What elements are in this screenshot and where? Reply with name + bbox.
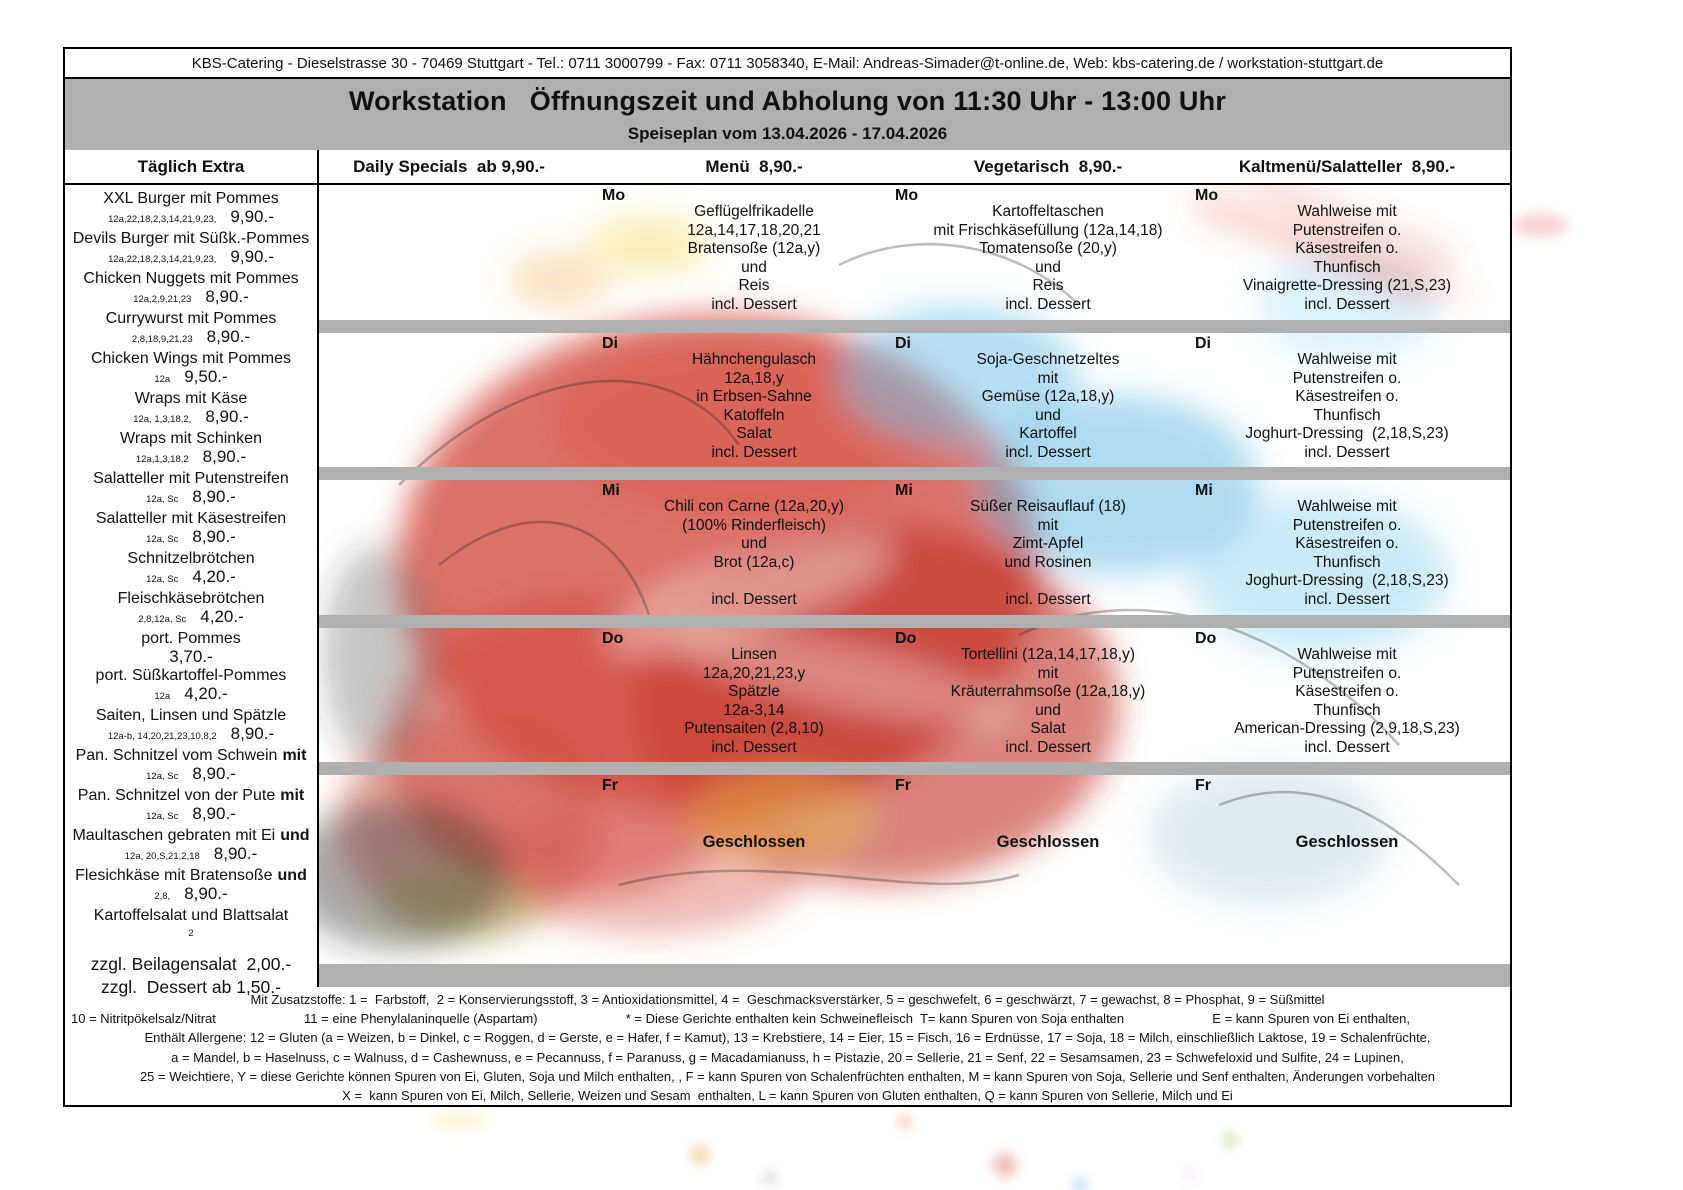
extra-item-subline bbox=[65, 208, 317, 229]
extra-item-name-text: Wraps mit Schinken bbox=[120, 430, 262, 447]
food-line: Putenstreifen o. bbox=[1292, 369, 1402, 387]
food-line: Geschlossen bbox=[1295, 833, 1399, 851]
extra-item bbox=[65, 706, 317, 746]
food-line: Kartoffel bbox=[1019, 425, 1077, 443]
extra-item-additives: 2 bbox=[188, 928, 194, 939]
day-label: Fr bbox=[602, 777, 618, 794]
extra-item-additives: 12a bbox=[154, 691, 171, 702]
food-line: Joghurt-Dressing (2,18,S,23) bbox=[1245, 425, 1449, 443]
food-line: mit bbox=[1037, 664, 1059, 682]
extra-item-subline bbox=[65, 805, 317, 826]
footer-line2-seg3: * = Diese Gerichte enthalten kein Schweinefleisch T= kann Spuren von Soja enthalten bbox=[625, 1011, 1125, 1027]
extra-item-price: 8,90.- bbox=[213, 844, 258, 863]
extra-item-price: 3,70.- bbox=[169, 647, 213, 666]
food-line: mit bbox=[1037, 516, 1059, 534]
extra-item-subline bbox=[65, 488, 317, 509]
extra-item-name-text: Kartoffelsalat und Blattsalat bbox=[93, 907, 289, 924]
day-label: Di bbox=[602, 335, 618, 352]
extra-item-name bbox=[65, 786, 317, 805]
extra-item-price: 8,90.- bbox=[205, 287, 249, 306]
extra-item-price: 9,90.- bbox=[230, 207, 274, 226]
food-line: Reis bbox=[1032, 277, 1064, 295]
food-line: Gemüse (12a,18,y) bbox=[981, 388, 1115, 406]
food-line: mit bbox=[1037, 369, 1059, 387]
day-label: Di bbox=[895, 335, 911, 352]
column-header-extra: Täglich Extra bbox=[65, 150, 319, 183]
extra-item-name bbox=[65, 269, 317, 288]
extra-item-additives: 12a-b, 14,20,21,23,10,8,2 bbox=[107, 731, 217, 742]
title-band bbox=[65, 77, 1510, 150]
food-line: Vinaigrette-Dressing (21,S,23) bbox=[1242, 277, 1452, 295]
date-range: Speiseplan vom 13.04.2026 - 17.04.2026 bbox=[627, 124, 948, 143]
extra-item-additives: 12a,2,9,21,23 bbox=[133, 294, 192, 305]
footer-line2-seg4: E = kann Spuren von Ei enthalten, bbox=[1212, 1011, 1410, 1027]
extra-items bbox=[65, 189, 317, 943]
food-line: 12a-3,14 bbox=[723, 701, 785, 719]
extra-item bbox=[65, 429, 317, 469]
food-line: Zimt-Apfel bbox=[1012, 535, 1084, 553]
extra-item bbox=[65, 269, 317, 309]
extra-item-price: 8,90.- bbox=[184, 884, 228, 903]
day-label: Do bbox=[895, 630, 917, 647]
kalt-cell bbox=[1167, 351, 1510, 463]
food-line: 12a,20,21,23,y bbox=[702, 664, 806, 682]
food-line: (100% Rinderfleisch) bbox=[682, 516, 826, 534]
extra-item bbox=[65, 746, 317, 786]
day-label: Mi bbox=[602, 482, 620, 499]
food-line: mit Frischkäsefüllung (12a,14,18) bbox=[933, 221, 1163, 239]
extra-item-name-text: Chicken Nuggets mit Pommes bbox=[83, 270, 299, 287]
footer-line2-seg2: 11 = eine Phenylalaninquelle (Aspartam) bbox=[304, 1011, 538, 1027]
day-label: Do bbox=[602, 630, 624, 647]
extra-item-additives: 2,8,12a, Sc bbox=[138, 614, 187, 625]
separator-band bbox=[319, 467, 1510, 480]
food-line: Putensaiten (2,8,10) bbox=[684, 720, 824, 738]
extra-item bbox=[65, 509, 317, 549]
extra-item-additives: 12a,1,3,18,2 bbox=[135, 454, 189, 465]
extra-item-subline bbox=[65, 568, 317, 589]
extra-item-subline bbox=[65, 765, 317, 786]
extra-item-name-text: Currywurst mit Pommes bbox=[105, 310, 277, 327]
extra-item-price: 4,20.- bbox=[200, 607, 244, 626]
extra-item-name bbox=[65, 189, 317, 208]
food-line: incl. Dessert bbox=[711, 738, 797, 756]
extra-item bbox=[65, 549, 317, 589]
footer-line-1: Mit Zusatzstoffe: 1 = Farbstoff, 2 = Konservierungsstoff, 3 = Antioxidationsmittel, 4 = Geschmacksverstärker, 5 = geschwefelt, 6 = geschwärzt, 7 = gewachst, 8 = Phosphat, 9 = Süßmittel bbox=[250, 992, 1325, 1007]
food-line: American-Dressing (2,9,18,S,23) bbox=[1234, 720, 1460, 738]
extra-item bbox=[65, 629, 317, 666]
separator-band bbox=[319, 320, 1510, 333]
food-line: incl. Dessert bbox=[1005, 738, 1091, 756]
extra-item-name bbox=[65, 706, 317, 725]
extra-item-name bbox=[65, 549, 317, 568]
food-line: Geschlossen bbox=[702, 833, 806, 851]
extra-item-name bbox=[65, 309, 317, 328]
footer-line-5: 25 = Weichtiere, Y = diese Gerichte können Spuren von Ei, Gluten, Soja und Milch enthalten, , F = kann Spuren von Schalenfrüchten enthalten, M = kann Spuren von Soja, Sellerie und Senf enthalten, Änderungen vorbehalten bbox=[139, 1068, 1436, 1084]
extra-item-name-text: Saiten, Linsen und Spätzle bbox=[95, 707, 287, 724]
extra-item-additives: 12a, Sc bbox=[146, 494, 179, 505]
column-header-daily-specials: Daily Specials ab 9,90.- bbox=[353, 156, 545, 176]
day-label: Do bbox=[1195, 630, 1217, 647]
kalt-cell bbox=[1167, 203, 1510, 315]
extra-item-additives: 12a, 20,S,21,2,18 bbox=[124, 851, 200, 862]
extra-item-name-bold: und bbox=[277, 867, 307, 884]
day-label: Mo bbox=[895, 187, 919, 204]
day-label: Mo bbox=[1195, 187, 1219, 204]
extra-item-subline bbox=[65, 925, 317, 943]
extra-item bbox=[65, 309, 317, 349]
food-line: Putenstreifen o. bbox=[1292, 664, 1402, 682]
extra-item-subline bbox=[65, 725, 317, 746]
footer-line-4: a = Mandel, b = Haselnuss, c = Walnuss, d = Cashewnuss, e = Pecannuss, f = Paranuss, g = Macadamianuss, h = Pistazie, 20 = Sellerie, 21 = Senf, 22 = Sesamsamen, 23 = Schwefeloxid und Sulfite, 24 = Lupinen, bbox=[171, 1049, 1404, 1065]
extra-item-subline bbox=[65, 248, 317, 269]
extra-item-subline bbox=[65, 288, 317, 309]
extra-item-price: 8,90.- bbox=[192, 804, 236, 823]
food-line: incl. Dessert bbox=[711, 295, 797, 313]
food-line: Putenstreifen o. bbox=[1292, 516, 1402, 534]
separator-band bbox=[319, 964, 1510, 987]
footer-line2-seg1: 10 = Nitritpökelsalz/Nitrat bbox=[71, 1011, 216, 1027]
extra-item bbox=[65, 389, 317, 429]
extra-item-price: 8,90.- bbox=[230, 724, 275, 743]
extra-item-name-text: Salatteller mit Putenstreifen bbox=[93, 470, 289, 487]
note-beilagensalat: zzgl. Beilagensalat 2,00.- bbox=[90, 954, 292, 974]
extra-item-name-bold: mit bbox=[282, 747, 307, 764]
food-line: Geflügelfrikadelle bbox=[694, 203, 814, 220]
food-line: Kräuterrahmsoße (12a,18,y) bbox=[950, 683, 1146, 701]
extra-item-name bbox=[65, 906, 317, 925]
extra-item-additives: 12a bbox=[154, 374, 171, 385]
food-line: Chili con Carne (12a,20,y) bbox=[663, 498, 845, 515]
food-line: und Rosinen bbox=[1004, 553, 1092, 571]
extra-item-subline bbox=[65, 328, 317, 349]
food-line: incl. Dessert bbox=[1005, 295, 1091, 313]
extra-notes bbox=[65, 953, 317, 999]
extra-item-name bbox=[65, 389, 317, 408]
sheet-body bbox=[65, 185, 1510, 997]
extra-item-name-text: port. Süßkartoffel-Pommes bbox=[95, 667, 287, 684]
extra-item-name-text: Maultaschen gebraten mit Ei bbox=[72, 827, 276, 844]
food-line: und bbox=[1035, 406, 1061, 424]
food-line: Putenstreifen o. bbox=[1292, 221, 1402, 239]
food-line: Wahlweise mit bbox=[1297, 646, 1397, 663]
food-line: incl. Dessert bbox=[711, 443, 797, 461]
kalt-cell bbox=[1167, 833, 1510, 852]
extra-item-name-text: Salatteller mit Käsestreifen bbox=[95, 510, 287, 527]
day-row-mo bbox=[319, 185, 1510, 320]
extra-item bbox=[65, 229, 317, 269]
extra-item-additives: 12a,22,18,2,3,14,21,9,23, bbox=[108, 214, 217, 225]
extra-item-price: 4,20.- bbox=[192, 567, 236, 586]
food-line: Käsestreifen o. bbox=[1295, 535, 1399, 553]
day-label: Fr bbox=[1195, 777, 1211, 794]
extra-item-name-text: Schnitzelbrötchen bbox=[127, 550, 255, 567]
extra-item-name bbox=[65, 629, 317, 648]
week-rows bbox=[319, 185, 1510, 987]
extra-item-subline bbox=[65, 448, 317, 469]
extra-item-name bbox=[65, 429, 317, 448]
extra-item-subline bbox=[65, 885, 317, 906]
food-line: Reis bbox=[738, 277, 770, 295]
food-line: in Erbsen-Sahne bbox=[696, 388, 812, 406]
food-line: Geschlossen bbox=[996, 833, 1100, 851]
extra-item-name-bold: mit bbox=[280, 787, 305, 804]
food-line: incl. Dessert bbox=[1304, 295, 1390, 313]
food-line: Spätzle bbox=[728, 683, 780, 701]
extra-item-subline bbox=[65, 408, 317, 429]
food-line: Wahlweise mit bbox=[1297, 203, 1397, 220]
extra-item-price: 8,90.- bbox=[192, 527, 236, 546]
extra-item-name bbox=[65, 866, 317, 885]
footer-line-2 bbox=[65, 1009, 1510, 1028]
extra-item-additives: 2,8, bbox=[154, 891, 171, 902]
extra-item-name-text: Pan. Schnitzel vom Schwein bbox=[75, 747, 278, 764]
footer-line-3: Enthält Allergene: 12 = Gluten (a = Weizen, b = Dinkel, c = Roggen, d = Gerste, e = Hafer, f = Kamut), 13 = Krebstiere, 14 = Eier, 15 = Fisch, 16 = Erdnüsse, 17 = Soja, 18 = Milch, einschließlich Laktose, 19 = Schalenfrüchte, bbox=[144, 1030, 1431, 1046]
day-label: Fr bbox=[895, 777, 911, 794]
food-line: Brot (12a,c) bbox=[713, 553, 795, 571]
day-label: Mi bbox=[895, 482, 913, 499]
extra-item bbox=[65, 866, 317, 906]
separator-band bbox=[319, 615, 1510, 628]
food-line: und bbox=[741, 535, 767, 553]
extra-item bbox=[65, 189, 317, 229]
food-line: Salat bbox=[1030, 720, 1066, 738]
food-line: incl. Dessert bbox=[1304, 590, 1390, 608]
extra-item-name-text: Wraps mit Käse bbox=[134, 390, 248, 407]
extra-item-price: 8,90.- bbox=[206, 327, 251, 346]
contact-line: KBS-Catering - Dieselstrasse 30 - 70469 Stuttgart - Tel.: 0711 3000799 - Fax: 0711 3058340, E-Mail: Andreas-Simader@t-online.de, Web: kbs-catering.de / workstation-stuttgart.de bbox=[191, 55, 1384, 72]
food-line: und bbox=[1035, 701, 1061, 719]
extra-item-name-text: Flesichkäse mit Bratensoße bbox=[75, 867, 273, 884]
kalt-cell bbox=[1167, 498, 1510, 610]
extra-item bbox=[65, 906, 317, 943]
day-row-do bbox=[319, 628, 1510, 762]
extra-item-name-text: Chicken Wings mit Pommes bbox=[90, 350, 292, 367]
day-row-mi bbox=[319, 480, 1510, 615]
day-label: Mi bbox=[1195, 482, 1213, 499]
note-dessert: zzgl. Dessert ab 1,50.- bbox=[101, 977, 281, 997]
food-line: Salat bbox=[736, 425, 772, 443]
extra-item-name bbox=[65, 509, 317, 528]
food-line: Käsestreifen o. bbox=[1295, 240, 1399, 258]
food-line: Tortellini (12a,14,17,18,y) bbox=[960, 646, 1136, 663]
extra-item-name bbox=[65, 826, 317, 845]
extra-item-additives: 12a,22,18,2,3,14,21,9,23, bbox=[108, 254, 217, 265]
extra-item bbox=[65, 589, 317, 629]
extra-item-name bbox=[65, 666, 317, 685]
page-title: Workstation Öffnungszeit und Abholung von 11:30 Uhr - 13:00 Uhr bbox=[348, 86, 1227, 116]
food-line: Hähnchengulasch bbox=[691, 351, 817, 368]
food-line: Käsestreifen o. bbox=[1295, 388, 1399, 406]
extra-item-subline bbox=[65, 648, 317, 666]
food-line: 12a,14,17,18,20,21 bbox=[687, 221, 821, 239]
food-line: Wahlweise mit bbox=[1297, 351, 1397, 368]
extra-item-name bbox=[65, 349, 317, 368]
food-line: incl. Dessert bbox=[1304, 443, 1390, 461]
extra-item-name-text: Fleischkäsebrötchen bbox=[117, 590, 265, 607]
food-line: Katoffeln bbox=[723, 406, 785, 424]
food-line: incl. Dessert bbox=[1005, 443, 1091, 461]
extra-item-additives: 12a, Sc bbox=[146, 534, 179, 545]
extra-item-additives: 12a, Sc bbox=[146, 771, 179, 782]
extra-item-name-bold: und bbox=[280, 827, 310, 844]
food-line: Wahlweise mit bbox=[1297, 498, 1397, 515]
column-headers bbox=[65, 150, 1510, 185]
extra-item-additives: 12a, 1,3,18,2, bbox=[133, 414, 192, 425]
extra-item-subline bbox=[65, 685, 317, 706]
footer-line-6: X = kann Spuren von Ei, Milch, Sellerie, Weizen und Sesam enthalten, L = kann Spuren von Gluten enthalten, Q = kann Spuren von Sellerie, Milch und Ei bbox=[342, 1087, 1233, 1103]
extra-item-subline bbox=[65, 845, 317, 866]
food-line: incl. Dessert bbox=[1304, 738, 1390, 756]
extra-item-name-text: Pan. Schnitzel von der Pute bbox=[77, 787, 276, 804]
extra-item-name bbox=[65, 469, 317, 488]
day-label: Di bbox=[1195, 335, 1211, 352]
week-grid bbox=[319, 185, 1510, 987]
day-row-fr bbox=[319, 775, 1510, 964]
food-line: Thunfisch bbox=[1313, 406, 1381, 424]
food-line: incl. Dessert bbox=[711, 590, 797, 608]
extra-item bbox=[65, 469, 317, 509]
column-headers-main bbox=[319, 150, 1510, 183]
extra-item-name bbox=[65, 229, 317, 248]
food-line: Joghurt-Dressing (2,18,S,23) bbox=[1245, 572, 1449, 590]
extra-item bbox=[65, 666, 317, 706]
extra-item bbox=[65, 786, 317, 826]
food-line: Thunfisch bbox=[1313, 553, 1381, 571]
food-line: Linsen bbox=[731, 646, 777, 663]
kalt-cell bbox=[1167, 646, 1510, 758]
day-row-di bbox=[319, 333, 1510, 467]
extra-item-subline bbox=[65, 608, 317, 629]
extra-item-price: 8,90.- bbox=[192, 764, 236, 783]
extra-item-name-text: port. Pommes bbox=[141, 630, 241, 647]
food-line: Bratensoße (12a,y) bbox=[687, 240, 821, 258]
extra-item-price: 9,90.- bbox=[230, 247, 274, 266]
extra-item-price: 8,90.- bbox=[205, 407, 249, 426]
extra-item-name-text: XXL Burger mit Pommes bbox=[103, 190, 279, 207]
extra-item-subline bbox=[65, 528, 317, 549]
daily-extra-column bbox=[65, 185, 319, 997]
food-line: Süßer Reisauflauf (18) bbox=[970, 498, 1126, 515]
extra-item bbox=[65, 349, 317, 389]
food-line: Soja-Geschnetzeltes bbox=[976, 351, 1120, 368]
menu-sheet bbox=[63, 47, 1512, 1107]
food-line: Tomatensoße (20,y) bbox=[979, 240, 1117, 258]
column-header-vegetarisch: Vegetarisch 8,90.- bbox=[973, 156, 1123, 176]
extra-item-additives: 12a, Sc bbox=[146, 574, 179, 585]
food-line: Käsestreifen o. bbox=[1295, 683, 1399, 701]
extra-item-price: 4,20.- bbox=[184, 684, 228, 703]
food-line: und bbox=[741, 258, 767, 276]
food-line: Thunfisch bbox=[1313, 258, 1381, 276]
column-header-kaltmenu: Kaltmenü/Salatteller 8,90.- bbox=[1238, 156, 1456, 176]
extra-item-subline bbox=[65, 368, 317, 389]
extra-item bbox=[65, 826, 317, 866]
food-line: Thunfisch bbox=[1313, 701, 1381, 719]
extra-item-price: 8,90.- bbox=[192, 487, 236, 506]
separator-band bbox=[319, 762, 1510, 775]
food-line: incl. Dessert bbox=[1005, 590, 1091, 608]
food-line: und bbox=[1035, 258, 1061, 276]
extra-item-name bbox=[65, 746, 317, 765]
extra-item-additives: 2,8,18,9,21,23 bbox=[131, 334, 193, 345]
additives-footer bbox=[65, 987, 1510, 1106]
extra-item-name-text: Devils Burger mit Süßk.-Pommes bbox=[72, 230, 310, 247]
extra-item-price: 9,50.- bbox=[184, 367, 228, 386]
food-line: Kartoffeltaschen bbox=[992, 203, 1104, 220]
extra-item-price: 8,90.- bbox=[202, 447, 247, 466]
column-header-menu: Menü 8,90.- bbox=[705, 156, 803, 176]
extra-item-additives: 12a, Sc bbox=[146, 811, 179, 822]
food-line: 12a,18,y bbox=[724, 369, 784, 387]
day-label: Mo bbox=[602, 187, 626, 204]
extra-item-name bbox=[65, 589, 317, 608]
